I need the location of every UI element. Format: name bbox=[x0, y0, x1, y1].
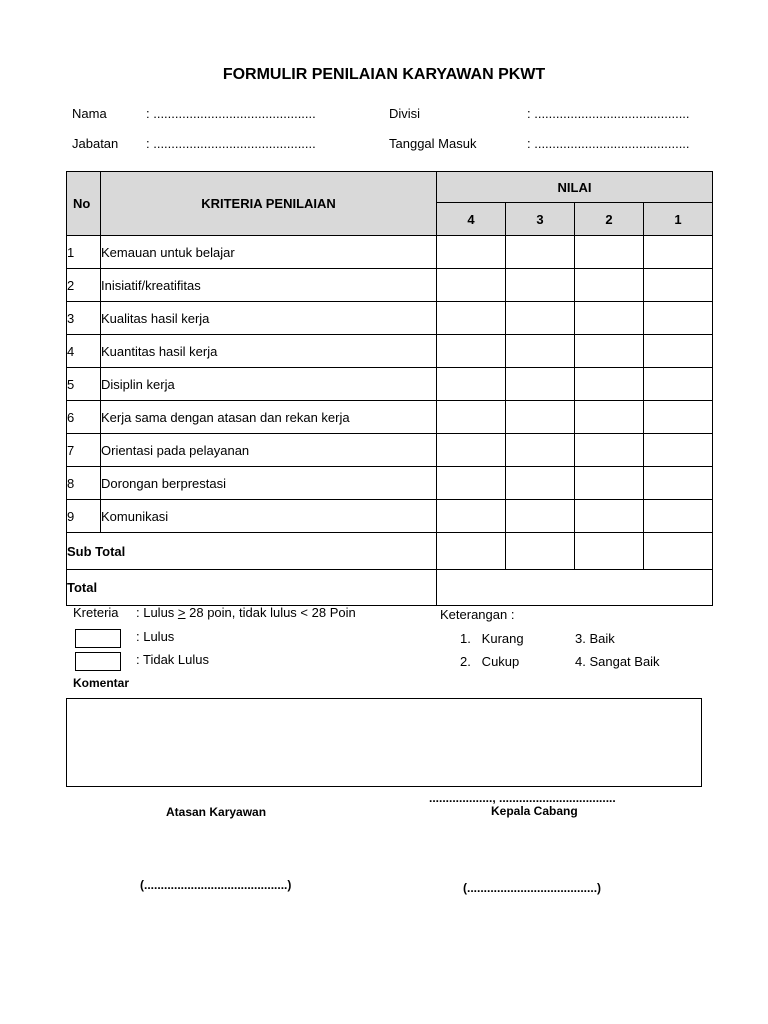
score-cell[interactable] bbox=[506, 368, 575, 401]
header-no: No bbox=[67, 172, 101, 236]
total-row bbox=[67, 570, 713, 606]
row-kriteria: Kuantitas hasil kerja bbox=[101, 335, 437, 368]
score-cell[interactable] bbox=[644, 302, 713, 335]
row-no: 1 bbox=[67, 236, 101, 269]
row-kriteria: Komunikasi bbox=[101, 500, 437, 533]
row-kriteria: Orientasi pada pelayanan bbox=[101, 434, 437, 467]
jabatan-field[interactable]: : ............................................. bbox=[146, 136, 316, 151]
subtotal-cell[interactable] bbox=[437, 533, 506, 570]
score-cell[interactable] bbox=[644, 467, 713, 500]
kepala-signature-line: (.......................................) bbox=[463, 881, 602, 895]
table-row bbox=[67, 236, 713, 269]
divisi-label: Divisi bbox=[389, 106, 421, 121]
kriteria-rule-suffix: 28 poin, tidak lulus < 28 Poin bbox=[185, 605, 356, 620]
row-no: 7 bbox=[67, 434, 101, 467]
header-nilai: NILAI bbox=[437, 172, 713, 203]
score-cell[interactable] bbox=[437, 335, 506, 368]
subtotal-cell[interactable] bbox=[506, 533, 575, 570]
kriteria-rule bbox=[136, 605, 356, 620]
score-cell[interactable] bbox=[575, 401, 644, 434]
score-cell[interactable] bbox=[506, 500, 575, 533]
tanggal-masuk-label: Tanggal Masuk bbox=[389, 136, 477, 151]
score-cell[interactable] bbox=[575, 335, 644, 368]
score-cell[interactable] bbox=[575, 302, 644, 335]
table-row bbox=[67, 500, 713, 533]
row-no: 8 bbox=[67, 467, 101, 500]
subtotal-cell[interactable] bbox=[644, 533, 713, 570]
score-cell[interactable] bbox=[575, 368, 644, 401]
score-cell[interactable] bbox=[437, 434, 506, 467]
tanggal-masuk-field[interactable]: : ........................................... bbox=[527, 136, 690, 151]
lulus-checkbox[interactable] bbox=[75, 629, 121, 648]
row-no: 9 bbox=[67, 500, 101, 533]
table-row bbox=[67, 269, 713, 302]
row-no: 3 bbox=[67, 302, 101, 335]
score-cell[interactable] bbox=[437, 269, 506, 302]
row-kriteria: Kerja sama dengan atasan dan rekan kerja bbox=[101, 401, 437, 434]
tidak-lulus-label: : Tidak Lulus bbox=[136, 652, 209, 667]
row-kriteria: Kemauan untuk belajar bbox=[101, 236, 437, 269]
score-cell[interactable] bbox=[437, 302, 506, 335]
score-header-1: 1 bbox=[644, 203, 713, 236]
row-no: 4 bbox=[67, 335, 101, 368]
score-cell[interactable] bbox=[644, 401, 713, 434]
score-cell[interactable] bbox=[644, 236, 713, 269]
score-cell[interactable] bbox=[644, 434, 713, 467]
nama-label: Nama bbox=[72, 106, 107, 121]
header-kriteria: KRITERIA PENILAIAN bbox=[101, 172, 437, 236]
row-kriteria: Disiplin kerja bbox=[101, 368, 437, 401]
row-no: 5 bbox=[67, 368, 101, 401]
score-header-2: 2 bbox=[575, 203, 644, 236]
jabatan-label: Jabatan bbox=[72, 136, 119, 151]
atasan-karyawan-title: Atasan Karyawan bbox=[166, 805, 267, 819]
total-cell[interactable] bbox=[437, 570, 713, 606]
score-cell[interactable] bbox=[644, 500, 713, 533]
score-cell[interactable] bbox=[437, 500, 506, 533]
score-cell[interactable] bbox=[506, 302, 575, 335]
score-cell[interactable] bbox=[644, 269, 713, 302]
komentar-label: Komentar bbox=[73, 676, 130, 690]
score-cell[interactable] bbox=[437, 401, 506, 434]
score-cell[interactable] bbox=[575, 434, 644, 467]
row-kriteria: Kualitas hasil kerja bbox=[101, 302, 437, 335]
score-cell[interactable] bbox=[506, 401, 575, 434]
score-cell[interactable] bbox=[644, 368, 713, 401]
keterangan-label: Keterangan : bbox=[440, 607, 515, 622]
subtotal-cell[interactable] bbox=[575, 533, 644, 570]
score-cell[interactable] bbox=[575, 269, 644, 302]
table-row bbox=[67, 335, 713, 368]
score-cell[interactable] bbox=[506, 467, 575, 500]
table-row bbox=[67, 302, 713, 335]
divisi-field[interactable]: : ........................................... bbox=[527, 106, 690, 121]
kepala-cabang-title: Kepala Cabang bbox=[491, 804, 578, 818]
komentar-box[interactable] bbox=[66, 698, 702, 787]
date-line: ..................., ................................... bbox=[429, 791, 616, 805]
subtotal-label: Sub Total bbox=[67, 533, 437, 570]
kriteria-label: Kreteria bbox=[73, 605, 119, 620]
table-row bbox=[67, 434, 713, 467]
keterangan-item: 4. Sangat Baik bbox=[575, 654, 660, 669]
score-cell[interactable] bbox=[575, 500, 644, 533]
score-cell[interactable] bbox=[506, 335, 575, 368]
kriteria-rule-symbol: > bbox=[177, 605, 186, 620]
tidak-lulus-checkbox[interactable] bbox=[75, 652, 121, 671]
row-kriteria: Inisiatif/kreatifitas bbox=[101, 269, 437, 302]
score-cell[interactable] bbox=[506, 236, 575, 269]
score-cell[interactable] bbox=[644, 335, 713, 368]
table-row bbox=[67, 368, 713, 401]
score-cell[interactable] bbox=[575, 467, 644, 500]
score-cell[interactable] bbox=[575, 236, 644, 269]
form-title: FORMULIR PENILAIAN KARYAWAN PKWT bbox=[222, 66, 546, 83]
kriteria-rule-prefix: : Lulus bbox=[136, 605, 178, 620]
evaluation-table bbox=[66, 171, 713, 606]
score-cell[interactable] bbox=[437, 236, 506, 269]
table-row bbox=[67, 401, 713, 434]
keterangan-item: 3. Baik bbox=[575, 631, 615, 646]
nama-field[interactable]: : ............................................. bbox=[146, 106, 316, 121]
score-cell[interactable] bbox=[437, 368, 506, 401]
score-cell[interactable] bbox=[506, 269, 575, 302]
row-no: 6 bbox=[67, 401, 101, 434]
row-kriteria: Dorongan berprestasi bbox=[101, 467, 437, 500]
score-header-3: 3 bbox=[506, 203, 575, 236]
keterangan-item: 1. Kurang bbox=[460, 631, 524, 646]
lulus-label: : Lulus bbox=[136, 629, 175, 644]
table-row bbox=[67, 467, 713, 500]
score-cell[interactable] bbox=[437, 467, 506, 500]
total-label: Total bbox=[67, 570, 437, 606]
keterangan-item: 2. Cukup bbox=[460, 654, 520, 669]
row-no: 2 bbox=[67, 269, 101, 302]
atasan-signature-line: (...........................................) bbox=[140, 878, 292, 892]
subtotal-row bbox=[67, 533, 713, 570]
score-cell[interactable] bbox=[506, 434, 575, 467]
score-header-4: 4 bbox=[437, 203, 506, 236]
